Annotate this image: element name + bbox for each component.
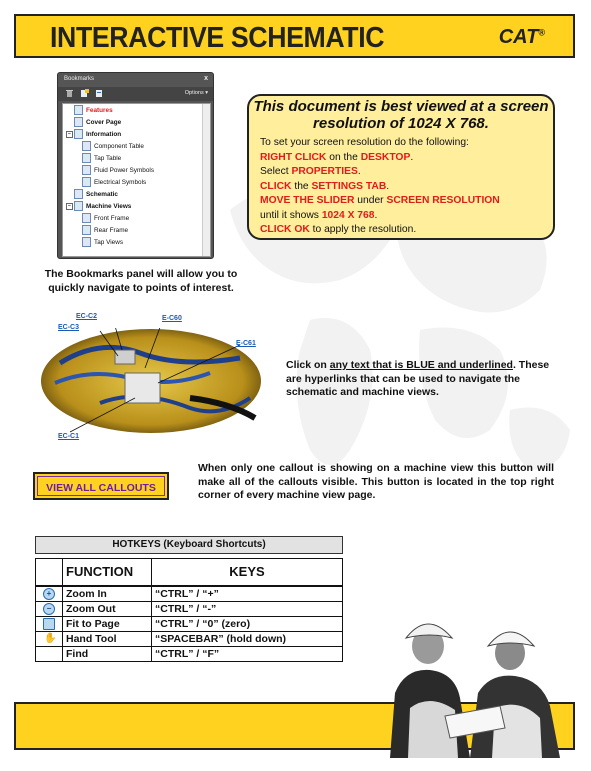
callout-link-e-c61[interactable]: E-C61 <box>236 340 256 347</box>
table-row <box>36 602 343 617</box>
bookmark-icon <box>82 237 91 247</box>
bookmark-icon <box>82 225 91 235</box>
keys-cell: “CTRL” / “-” <box>152 602 343 617</box>
bookmark-features[interactable]: Features <box>66 105 154 117</box>
table-row <box>36 632 343 647</box>
function-cell: Hand Tool <box>63 632 152 647</box>
hyperlink-explanation: Click on any text that is BLUE and underlined. These are hyperlinks that can be used to navigate the schematic and machine views. <box>286 359 550 398</box>
instruction-step-3: CLICK the SETTINGS TAB. <box>260 180 390 192</box>
bookmarks-panel <box>57 72 214 259</box>
bookmark-electrical-symbols[interactable]: Electrical Symbols <box>66 177 154 189</box>
instruction-step-4: MOVE THE SLIDER under SCREEN RESOLUTION <box>260 195 500 206</box>
bookmark-tap-views[interactable]: Tap Views <box>66 237 154 249</box>
function-cell: Find <box>63 647 152 662</box>
bookmark-icon <box>74 201 83 211</box>
callout-link-e-c60[interactable]: E-C60 <box>162 315 182 322</box>
header-icon-cell <box>36 559 63 587</box>
function-cell: Zoom Out <box>63 602 152 617</box>
cat-logo: CAT® <box>498 26 545 48</box>
table-row <box>36 647 343 662</box>
view-all-callouts-button[interactable] <box>33 472 169 500</box>
close-icon[interactable]: x <box>204 75 208 82</box>
bookmark-icon <box>82 153 91 163</box>
table-row <box>36 586 343 602</box>
hotkeys-table <box>35 558 343 662</box>
instruction-step-5: until it shows 1024 X 768. <box>260 209 378 221</box>
page-title: INTERACTIVE SCHEMATIC <box>50 22 385 54</box>
header-function: FUNCTION <box>63 559 152 587</box>
callout-link-ec-c1[interactable]: EC-C1 <box>58 433 80 440</box>
view-all-explanation: When only one callout is showing on a machine view this button will make all of the callouts visible. This button is located in the top right corner of every machine view page. <box>198 462 554 502</box>
bookmark-icon <box>82 141 91 151</box>
bookmarks-list <box>62 103 211 257</box>
resolution-title: This document is best viewed at a screen resolution of 1024 X 768. <box>253 98 549 132</box>
instruction-step-6: CLICK OK to apply the resolution. <box>260 224 417 235</box>
instruction-step-2: Select PROPERTIES. <box>260 166 361 177</box>
bookmark-icon <box>82 165 91 175</box>
callout-link-ec-c2[interactable]: EC-C2 <box>76 313 98 320</box>
bookmark-icon <box>82 177 91 187</box>
view-all-callouts-label: VIEW ALL CALLOUTS <box>37 476 165 496</box>
collapse-icon[interactable]: − <box>66 131 73 138</box>
bookmark-icon <box>82 213 91 223</box>
resolution-note <box>247 94 555 240</box>
bookmark-icon <box>74 129 83 139</box>
bookmark-icon <box>74 189 83 199</box>
keys-cell: “CTRL” / “F” <box>152 647 343 662</box>
bookmark-cover-page[interactable]: Cover Page <box>66 117 154 129</box>
bookmark-front-frame[interactable]: Front Frame <box>66 213 154 225</box>
keys-cell: “CTRL” / “0” (zero) <box>152 617 343 632</box>
instruction-intro: To set your screen resolution do the following: <box>260 137 469 148</box>
expand-bookmark-icon[interactable] <box>95 89 104 98</box>
machine-callout-image <box>40 328 262 434</box>
bookmark-icon <box>74 117 83 127</box>
new-bookmark-icon[interactable] <box>80 89 89 98</box>
hotkeys-title: HOTKEYS (Keyboard Shortcuts) <box>35 536 343 554</box>
table-row <box>36 617 343 632</box>
keys-cell: “CTRL” / “+” <box>152 586 343 602</box>
bookmark-icon <box>74 105 83 115</box>
header-banner <box>14 14 575 58</box>
options-menu[interactable]: Options ▾ <box>184 90 208 96</box>
hand-tool-icon: ✋ <box>44 633 57 645</box>
scrollbar[interactable] <box>202 104 210 256</box>
bookmarks-panel-title: Bookmarks <box>64 76 95 82</box>
bookmark-component-table[interactable]: Component Table <box>66 141 154 153</box>
trash-icon[interactable] <box>65 89 74 98</box>
bookmark-rear-frame[interactable]: Rear Frame <box>66 225 154 237</box>
instruction-step-1: RIGHT CLICK on the DESKTOP. <box>260 151 414 163</box>
example-hyperlink: any text that is BLUE and underlined <box>329 359 513 371</box>
bookmark-machine-views[interactable]: − Machine Views <box>66 201 154 213</box>
resolution-instructions <box>260 136 550 238</box>
collapse-icon[interactable]: − <box>66 203 73 210</box>
fit-page-icon <box>43 618 55 630</box>
workers-photo <box>360 598 578 758</box>
keys-cell: “SPACEBAR” (hold down) <box>152 632 343 647</box>
zoom-in-icon: + <box>43 588 55 600</box>
zoom-out-icon: − <box>43 603 55 615</box>
bookmarks-caption: The Bookmarks panel will allow you to quickly navigate to points of interest. <box>44 268 238 294</box>
bookmark-schematic[interactable]: Schematic <box>66 189 154 201</box>
function-cell: Zoom In <box>63 586 152 602</box>
callout-link-ec-c3[interactable]: EC-C3 <box>58 324 80 331</box>
bookmark-fluid-power-symbols[interactable]: Fluid Power Symbols <box>66 165 154 177</box>
empty-icon-cell <box>36 647 63 662</box>
bookmark-information[interactable]: − Information <box>66 129 154 141</box>
header-keys: KEYS <box>152 559 343 587</box>
hotkeys-header-row <box>36 559 343 587</box>
bookmark-tap-table[interactable]: Tap Table <box>66 153 154 165</box>
function-cell: Fit to Page <box>63 617 152 632</box>
